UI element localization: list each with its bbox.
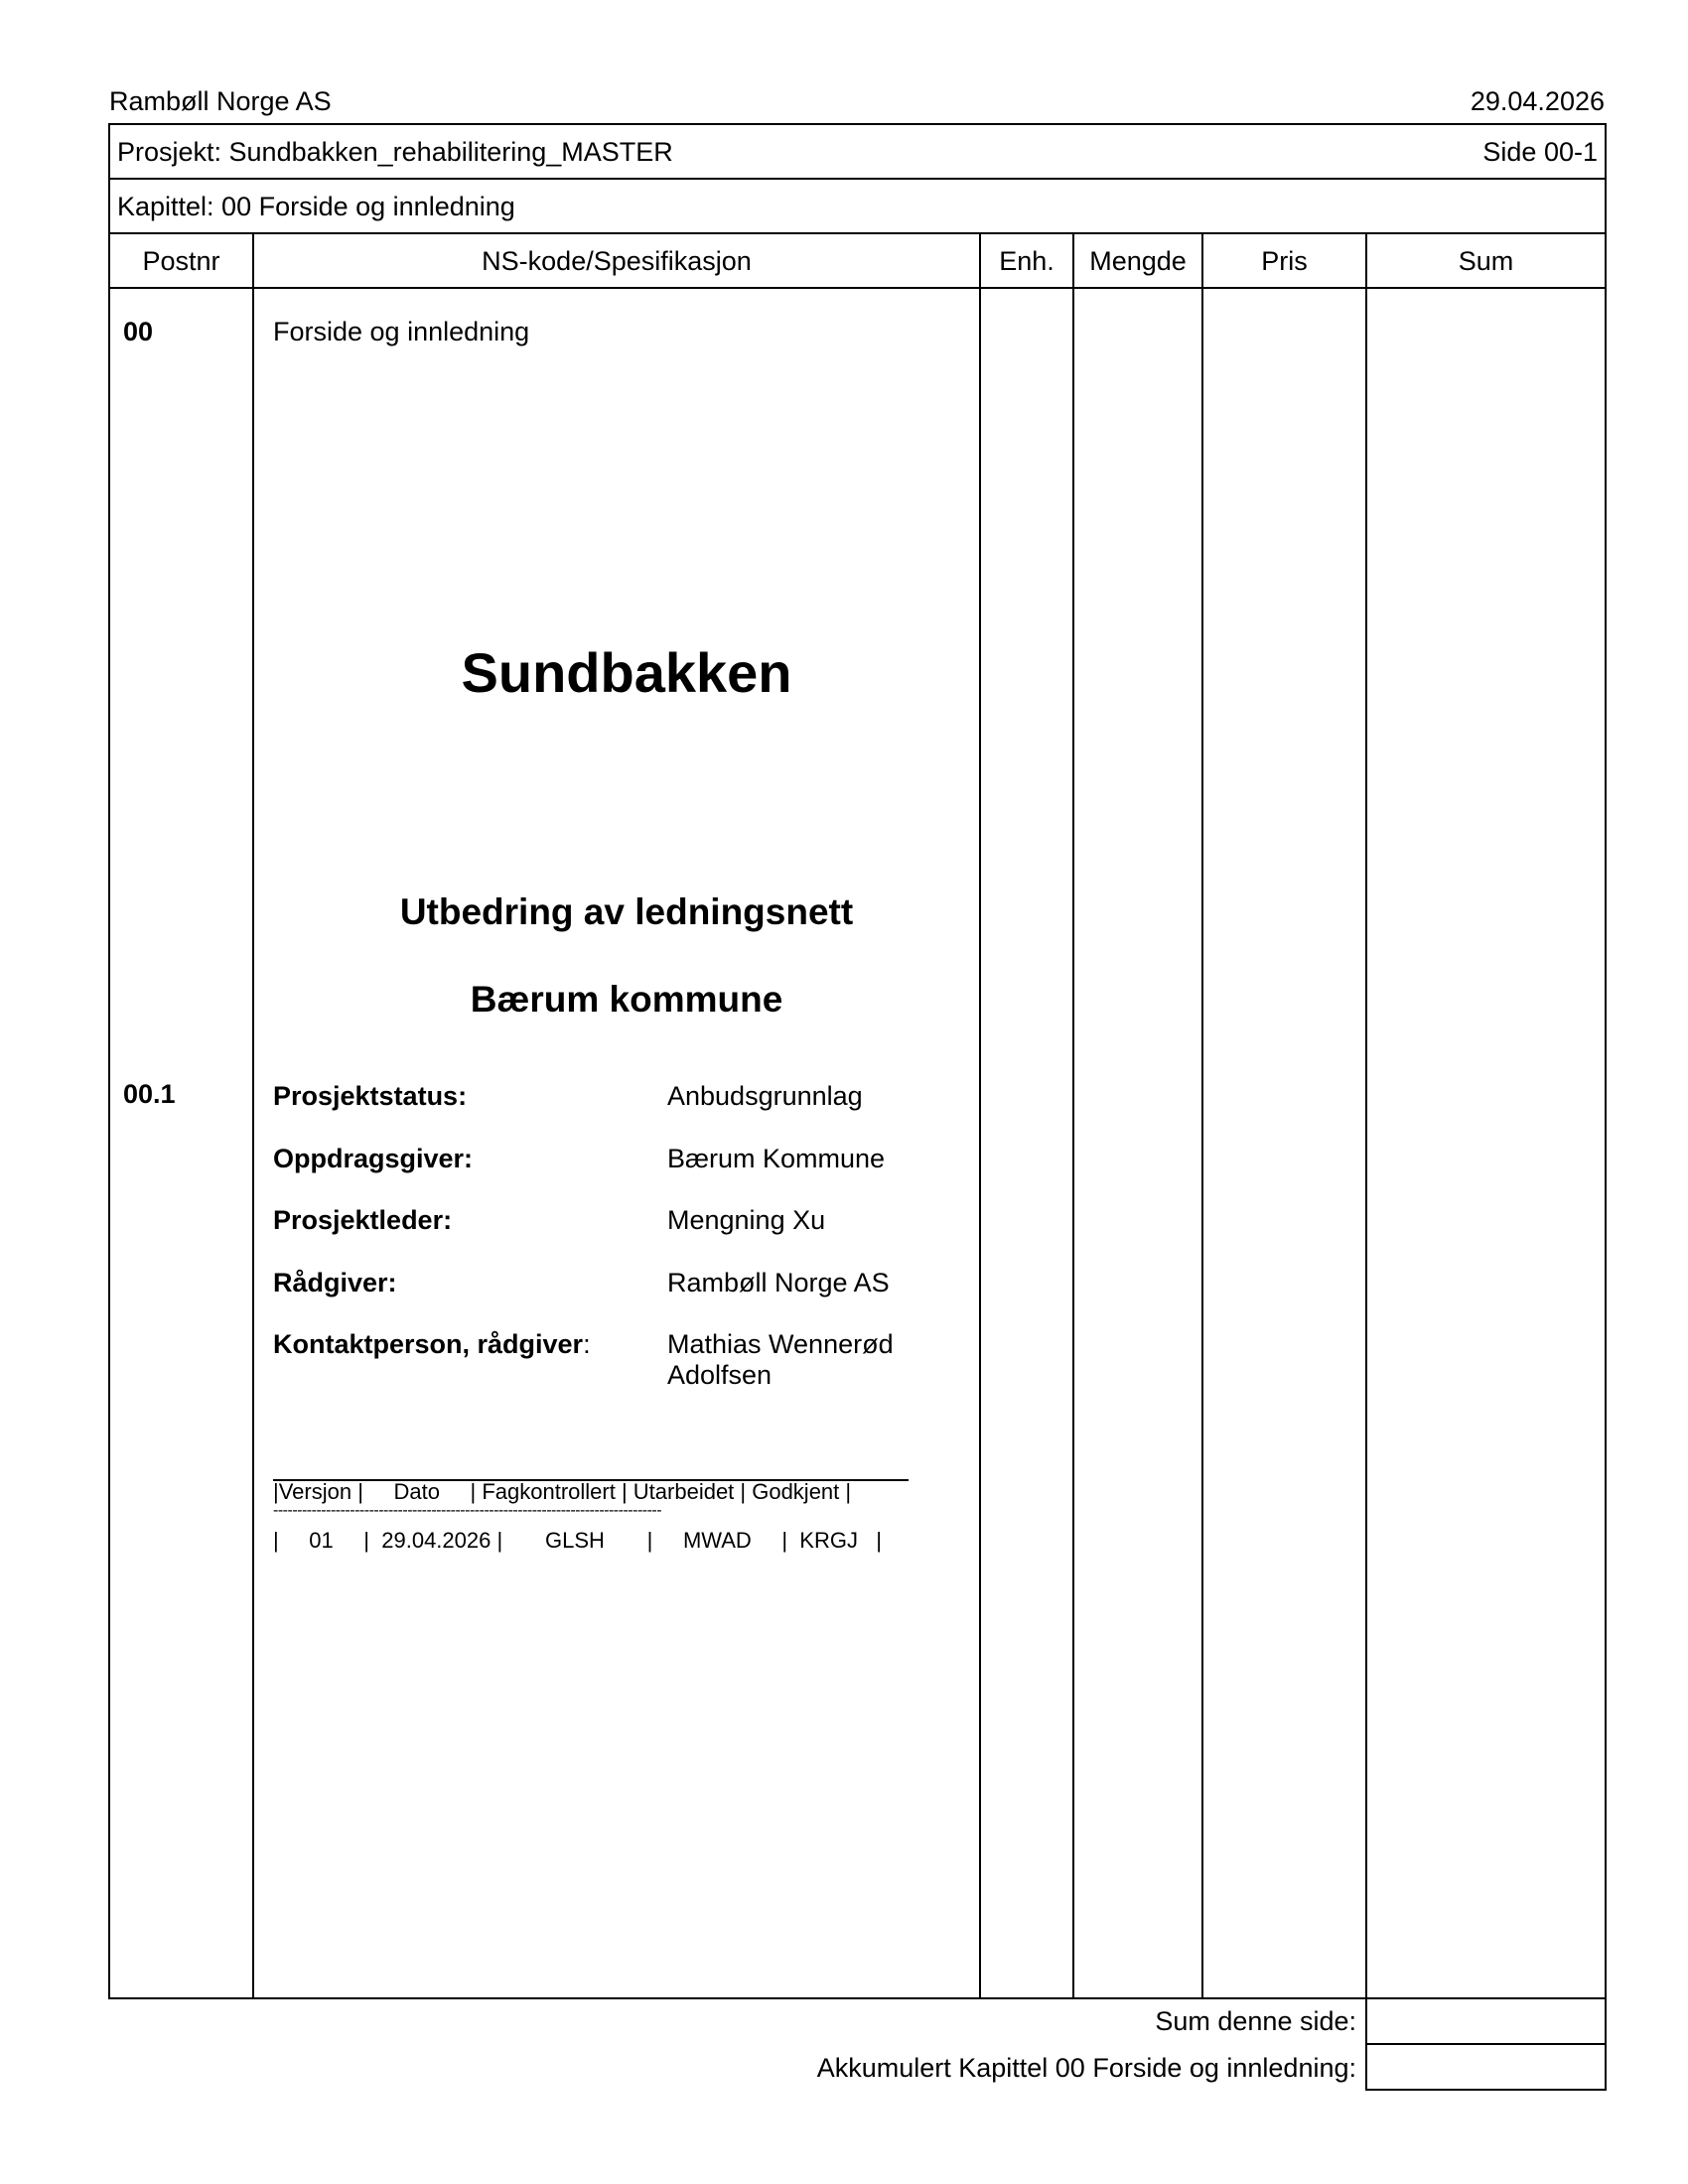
- column-header-postnr: Postnr: [142, 246, 220, 276]
- column-header-spec: NS-kode/Spesifikasjon: [482, 246, 752, 276]
- column-divider: [979, 232, 981, 1999]
- post-number: 00: [123, 317, 154, 346]
- cover-title: Sundbakken: [461, 641, 792, 704]
- column-header-price: Pris: [1261, 246, 1308, 276]
- page-number: Side 00-1: [1482, 137, 1598, 167]
- info-value-consultant: Rambøll Norge AS: [667, 1268, 890, 1297]
- project-label: Prosjekt: Sundbakken_rehabilitering_MASTER: [117, 137, 673, 167]
- sum-accumulated-box: [1365, 2043, 1607, 2091]
- info-value-contact-line1: Mathias Wennerød: [667, 1329, 894, 1359]
- info-label-client: Oppdragsgiver:: [273, 1144, 474, 1173]
- info-label-contact-colon: :: [583, 1329, 591, 1359]
- column-header-sum: Sum: [1458, 246, 1514, 276]
- company-name: Rambøll Norge AS: [109, 86, 332, 116]
- column-divider: [1201, 232, 1203, 1999]
- sum-page-label: Sum denne side:: [1155, 2006, 1356, 2036]
- cover-municipality: Bærum kommune: [470, 979, 783, 1020]
- column-divider: [1072, 232, 1074, 1999]
- info-value-contact-line2: Adolfsen: [667, 1360, 773, 1390]
- info-label-contact-text: Kontaktperson, rådgiver: [273, 1329, 584, 1359]
- info-value-status: Anbudsgrunnlag: [667, 1081, 863, 1111]
- column-header-quantity: Mengde: [1089, 246, 1187, 276]
- post-text: Forside og innledning: [273, 317, 530, 346]
- info-label-consultant: Rådgiver:: [273, 1268, 397, 1297]
- divider: [108, 287, 1607, 289]
- version-table-row: | 01 | 29.04.2026 | GLSH | MWAD | KRGJ |: [273, 1528, 883, 1553]
- divider: [108, 178, 1607, 180]
- chapter-label: Kapittel: 00 Forside og innledning: [117, 192, 515, 221]
- sum-page-box: [1365, 1997, 1607, 2045]
- post-number: 00.1: [123, 1079, 176, 1109]
- sum-accumulated-label: Akkumulert Kapittel 00 Forside og innledning:: [816, 2053, 1356, 2083]
- document-frame: [108, 123, 1607, 1999]
- version-table-header: |Versjon | Dato | Fagkontrollert | Utarbeidet | Godkjent |: [273, 1479, 852, 1504]
- divider: [108, 232, 1607, 234]
- version-table-separator: ---------------------------------------------------------------------------------: [273, 1502, 662, 1519]
- info-label-contact: [273, 1328, 591, 1360]
- column-header-unit: Enh.: [999, 246, 1055, 276]
- info-label-project-manager: Prosjektleder:: [273, 1205, 453, 1235]
- document-date: 29.04.2026: [1470, 86, 1605, 116]
- column-divider: [252, 232, 254, 1999]
- info-value-client: Bærum Kommune: [667, 1144, 886, 1173]
- column-divider: [1365, 232, 1367, 1999]
- info-value-project-manager: Mengning Xu: [667, 1205, 826, 1235]
- info-label-status: Prosjektstatus:: [273, 1081, 468, 1111]
- cover-subtitle: Utbedring av ledningsnett: [399, 891, 854, 932]
